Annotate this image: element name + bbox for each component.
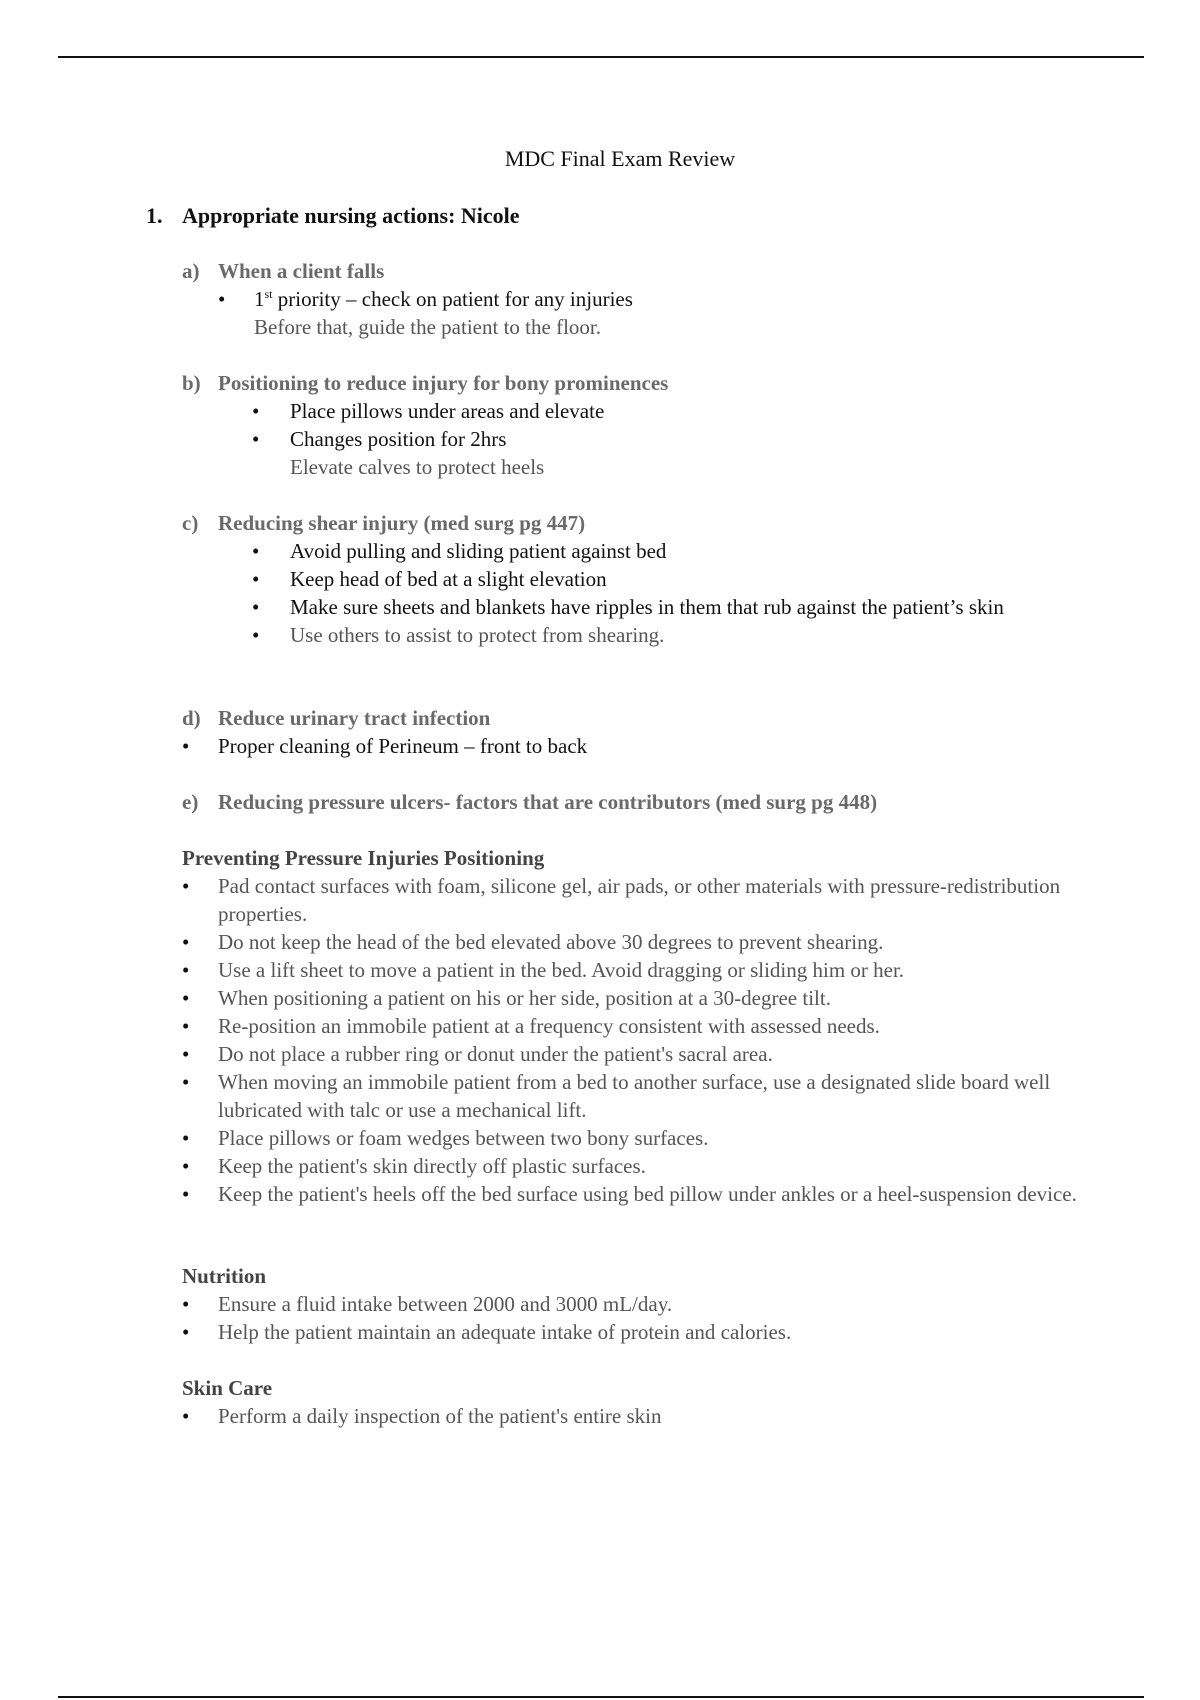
nutrition-heading: Nutrition — [182, 1264, 266, 1288]
list-item: • Avoid pulling and sliding patient against bed — [182, 537, 1102, 565]
list-item: • Keep the patient's heels off the bed surface using bed pillow under ankles or a heel-suspension device. — [182, 1180, 1102, 1208]
list-item — [182, 285, 1102, 313]
subsection-a-letter: a) — [182, 259, 200, 283]
list-item: • Proper cleaning of Perineum – front to back — [182, 732, 1102, 760]
subsection-a-list — [182, 285, 1102, 313]
nutrition-list — [182, 1290, 1102, 1346]
subsection-b-note: Elevate calves to protect heels — [290, 455, 545, 479]
subsection-a-heading — [182, 257, 1102, 285]
section-number: 1. — [146, 203, 163, 228]
skin-care-section — [182, 1374, 1102, 1430]
skin-care-heading: Skin Care — [182, 1376, 273, 1400]
bottom-rule — [58, 1696, 1144, 1698]
subsection-d-list — [182, 732, 1102, 760]
list-item: • Keep the patient's skin directly off plastic surfaces. — [182, 1152, 1102, 1180]
positioning-list — [182, 872, 1102, 1208]
list-item: • Use others to assist to protect from shearing. — [182, 621, 1102, 649]
subsection-e-heading — [182, 788, 1102, 816]
subsection-b-heading — [182, 369, 1102, 397]
list-item: • Do not place a rubber ring or donut under the patient's sacral area. — [182, 1040, 1102, 1068]
subsection-d-heading — [182, 704, 1102, 732]
subsection-a — [182, 257, 1102, 341]
subsection-c-letter: c) — [182, 511, 199, 535]
list-item: • Keep head of bed at a slight elevation — [182, 565, 1102, 593]
list-item: • Perform a daily inspection of the patient's entire skin — [182, 1402, 1102, 1430]
list-item: • Do not keep the head of the bed elevated above 30 degrees to prevent shearing. — [182, 928, 1102, 956]
list-item: • Place pillows or foam wedges between two bony surfaces. — [182, 1124, 1102, 1152]
subsection-d-title: Reduce urinary tract infection — [218, 706, 491, 730]
nutrition-section — [182, 1262, 1102, 1346]
subsection-d-letter: d) — [182, 706, 201, 730]
list-item: • Make sure sheets and blankets have ripples in them that rub against the patient’s skin — [182, 593, 1102, 621]
list-item: • When positioning a patient on his or her side, position at a 30-degree tilt. — [182, 984, 1102, 1012]
subsection-c-heading — [182, 509, 1102, 537]
subsection-b-list — [182, 397, 1102, 453]
subsection-d — [182, 704, 1102, 760]
bullet-superscript: st — [264, 287, 273, 301]
positioning-heading: Preventing Pressure Injuries Positioning — [182, 846, 545, 870]
list-item: • Help the patient maintain an adequate intake of protein and calories. — [182, 1318, 1102, 1346]
bullet-text: priority – check on patient for any injuries — [272, 287, 633, 311]
section-heading — [146, 202, 520, 230]
list-item: • Re-position an immobile patient at a frequency consistent with assessed needs. — [182, 1012, 1102, 1040]
document-title: MDC Final Exam Review — [504, 146, 736, 171]
subsection-e-letter: e) — [182, 790, 199, 814]
list-item: • Pad contact surfaces with foam, silicone gel, air pads, or other materials with pressure-redistribution properties. — [182, 872, 1102, 928]
subsection-b-title: Positioning to reduce injury for bony prominences — [218, 371, 669, 395]
subsection-e-title: Reducing pressure ulcers- factors that are contributors (med surg pg 448) — [218, 790, 878, 814]
subsection-c-title: Reducing shear injury (med surg pg 447) — [218, 511, 586, 535]
subsection-a-title: When a client falls — [218, 259, 385, 283]
list-item: • Ensure a fluid intake between 2000 and 3000 mL/day. — [182, 1290, 1102, 1318]
subsection-c-list — [182, 537, 1102, 649]
list-item: • Use a lift sheet to move a patient in the bed. Avoid dragging or sliding him or her. — [182, 956, 1102, 984]
section-heading-text: Appropriate nursing actions: Nicole — [182, 203, 520, 228]
subsection-b-letter: b) — [182, 371, 201, 395]
subsection-a-note: Before that, guide the patient to the floor. — [254, 315, 601, 339]
list-item: • When moving an immobile patient from a bed to another surface, use a designated slide board well lubricated with talc or use a mechanical lift. — [182, 1068, 1102, 1124]
subsection-c — [182, 509, 1102, 649]
bullet-text-prefix: 1 — [254, 287, 265, 311]
skin-care-list — [182, 1402, 1102, 1430]
positioning-section — [182, 844, 1102, 1208]
subsection-e — [182, 788, 1102, 816]
list-item: • Changes position for 2hrs — [182, 425, 1102, 453]
subsection-b — [182, 369, 1102, 481]
list-item: • Place pillows under areas and elevate — [182, 397, 1102, 425]
top-rule — [58, 56, 1144, 58]
